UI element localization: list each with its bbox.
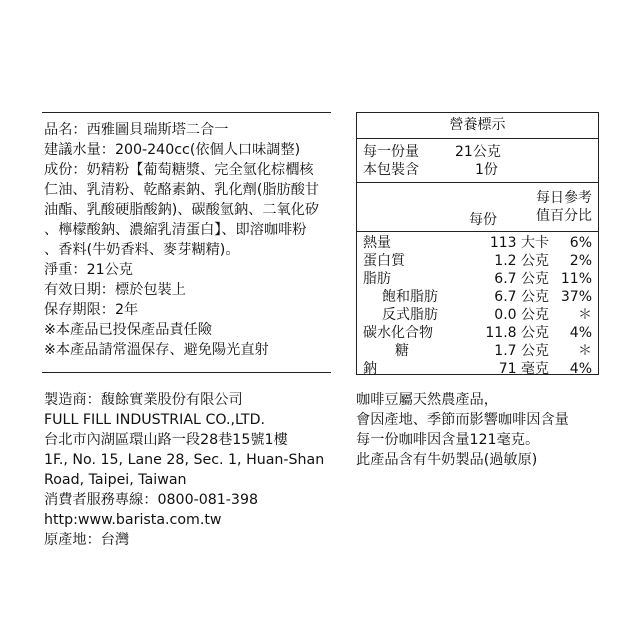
address: 台北市內湖區環山路一段28巷15號1樓 — [44, 432, 288, 448]
nutrient-dv: 37% — [560, 289, 592, 305]
nutrition-title: 營養標示 — [357, 113, 598, 139]
storage-note: ※本產品請常溫保存、避免陽光直射 — [44, 342, 269, 358]
daily-value-header-line1: 每日參考 — [536, 190, 592, 206]
caffeine-note-line: 會因產地、季節而影響咖啡因含量 — [356, 412, 569, 428]
ingredients-line: 油酯、乳酸硬脂酸鈉)、碳酸氫鈉、二氧化矽 — [44, 202, 320, 218]
manufacturer-name-en: FULL FILL INDUSTRIAL CO.,LTD. — [44, 412, 266, 428]
servings-row — [357, 161, 598, 179]
serving-size-row — [357, 143, 598, 161]
caffeine-note — [356, 390, 569, 470]
nutrient-value: 71 毫克 — [498, 361, 549, 377]
product-name: 品名：西雅圖貝瑞斯塔二合一 — [44, 122, 229, 138]
expiry-date: 有效日期：標於包裝上 — [44, 282, 186, 298]
service-hotline: 消費者服務專線：0800-081-398 — [44, 492, 259, 508]
nutrient-row — [357, 270, 598, 288]
servings-label: 本包裝含 — [363, 162, 419, 178]
nutrient-value: 0.0 公克 — [494, 307, 549, 323]
ingredients-line: 、香料(牛奶香料、麥芽糊精)。 — [44, 242, 240, 258]
net-weight: 淨重：21公克 — [44, 262, 133, 278]
product-info — [44, 120, 330, 360]
ingredients-line: 成份：奶精粉【葡萄糖漿、完全氫化棕櫚核 — [44, 162, 314, 178]
nutrient-name: 蛋白質 — [363, 253, 405, 269]
water-amount: 建議水量：200-240cc(依個人口味調整) — [44, 142, 301, 158]
nutrient-name: 熱量 — [363, 235, 391, 251]
nutrient-dv: 2% — [569, 253, 592, 269]
nutrient-dv: 6% — [569, 235, 592, 251]
nutrient-value: 1.2 公克 — [494, 253, 549, 269]
nutrient-value: 1.7 公克 — [494, 343, 549, 359]
address-en: 1F., No. 15, Lane 28, Sec. 1, Huan-Shan — [44, 452, 325, 468]
nutrient-name: 脂肪 — [363, 271, 391, 287]
middle-rule — [42, 372, 331, 373]
nutrient-name: 反式脂肪 — [382, 307, 438, 323]
nutrient-row — [357, 288, 598, 306]
serving-label: 每一份量 — [363, 144, 419, 160]
ingredients-line: 仁油、乳清粉、乾酪素鈉、乳化劑(脂肪酸甘 — [44, 182, 320, 198]
nutrient-row — [357, 324, 598, 342]
allergen-note: 此產品含有牛奶製品(過敏原) — [356, 452, 538, 468]
nutrient-name: 鈉 — [363, 361, 377, 377]
per-serving-header: 每份 — [469, 212, 497, 228]
caffeine-note-line: 每一份咖啡因含量121毫克。 — [356, 432, 540, 448]
nutrient-dv: 4% — [569, 325, 592, 341]
nutrient-dv: ＊ — [578, 343, 592, 359]
nutrient-value: 6.7 公克 — [494, 289, 549, 305]
nutrient-dv: ＊ — [578, 307, 592, 323]
nutrient-row — [357, 306, 598, 324]
nutrient-row — [357, 234, 598, 252]
nutrient-dv: 11% — [560, 271, 592, 287]
daily-value-header — [536, 189, 592, 225]
nutrient-name: 糖 — [395, 343, 409, 359]
nutrient-name: 碳水化合物 — [363, 325, 433, 341]
nutrient-row — [357, 252, 598, 270]
manufacturer-name: 製造商：馥餘實業股份有限公司 — [44, 392, 243, 408]
website: http:www.barista.com.tw — [44, 512, 222, 528]
serving-value: 21公克 — [455, 144, 501, 160]
origin: 原產地：台灣 — [44, 532, 130, 548]
top-rule — [42, 112, 331, 113]
nutrient-value: 6.7 公克 — [494, 271, 549, 287]
nutrient-row — [357, 360, 598, 378]
nutrient-value: 11.8 公克 — [485, 325, 549, 341]
nutrient-dv: 4% — [569, 361, 592, 377]
manufacturer-info — [44, 390, 324, 550]
address-en: Road, Taipei, Taiwan — [44, 472, 187, 488]
column-header — [357, 183, 598, 231]
servings-value: 1份 — [475, 162, 498, 178]
nutrient-value: 113 大卡 — [489, 235, 549, 251]
insurance-note: ※本產品已投保產品責任險 — [44, 322, 212, 338]
shelf-life: 保存期限：2年 — [44, 302, 139, 318]
caffeine-note-line: 咖啡豆屬天然農產品， — [356, 392, 498, 408]
daily-value-header-line2: 值百分比 — [536, 208, 592, 224]
nutrient-row — [357, 342, 598, 360]
ingredients-line: 、檸檬酸鈉、濃縮乳清蛋白】、即溶咖啡粉 — [44, 222, 307, 238]
nutrient-name: 飽和脂肪 — [382, 289, 438, 305]
nutrition-panel — [356, 112, 599, 375]
